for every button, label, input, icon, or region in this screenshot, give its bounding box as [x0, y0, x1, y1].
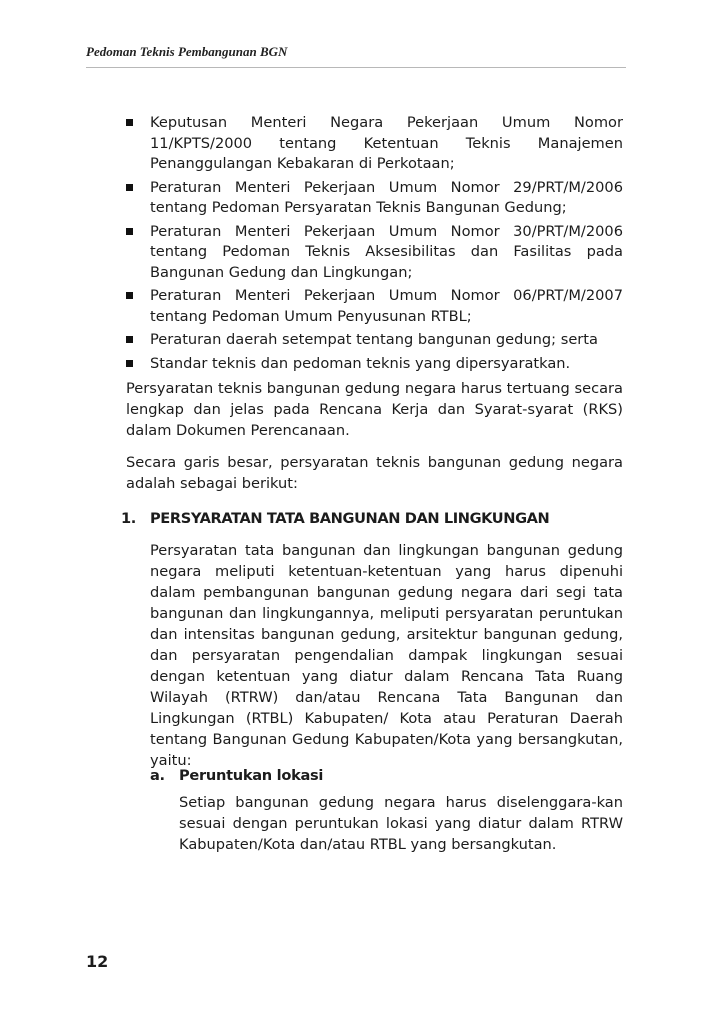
subsection-body: Setiap bangunan gedung negara harus diselenggara-kan sesuai dengan peruntukan lokasi yang diatur dalam RTRW Kabupaten/Kota dan/atau RTBL yang bersangkutan. — [179, 794, 623, 853]
subsection-letter: a. — [150, 767, 165, 784]
list-item — [126, 222, 623, 284]
square-bullet-icon — [126, 119, 133, 126]
list-item-text: Standar teknis dan pedoman teknis yang dipersyaratkan. — [150, 354, 571, 372]
header-divider — [86, 67, 626, 68]
paragraph-rks: Persyaratan teknis bangunan gedung negara harus tertuang secara lengkap dan jelas pada Rencana Kerja dan Syarat-syarat (RKS) dalam Dokumen Perencanaan. — [126, 380, 623, 439]
list-item-text: Peraturan Menteri Pekerjaan Umum Nomor 06/PRT/M/2007 tentang Pedoman Umum Penyusunan RTBL; — [150, 287, 623, 325]
list-item — [126, 286, 623, 327]
list-item-text: Keputusan Menteri Negara Pekerjaan Umum Nomor 11/KPTS/2000 tentang Ketentuan Teknis Manajemen Penanggulangan Kebakaran di Perkotaan; — [150, 114, 623, 172]
list-item — [126, 330, 623, 351]
list-item — [126, 354, 623, 375]
list-item-text: Peraturan daerah setempat tentang bangunan gedung; serta — [150, 331, 598, 348]
section-body: Persyaratan tata bangunan dan lingkungan bangunan gedung negara meliputi ketentuan-ketentuan yang harus dipenuhi dalam pembangunan bangunan gedung negara dari segi tata bangunan dan lingkungannya, meliputi persyaratan peruntukan dan intensitas bangunan gedung, arsitektur bangunan gedung, dan persyaratan pengendalian dampak lingkungan sesuai dengan ketentuan yang diatur dalam Rencana Tata Ruang Wilayah (RTRW) dan/atau Rencana Tata Bangunan dan Lingkungan (RTBL) Kabupaten/ Kota atau Peraturan Daerah tentang Bangunan Gedung Kabupaten/Kota yang bersangkutan, yaitu: — [150, 542, 623, 769]
square-bullet-icon — [126, 336, 133, 343]
running-header: Pedoman Teknis Pembangunan BGN — [86, 44, 288, 59]
square-bullet-icon — [126, 292, 133, 299]
square-bullet-icon — [126, 228, 133, 235]
page-number: 12 — [86, 952, 109, 971]
subsection-heading — [150, 767, 323, 784]
list-item-text: Peraturan Menteri Pekerjaan Umum Nomor 29/PRT/M/2006 tentang Pedoman Persyaratan Teknis Bangunan Gedung; — [150, 178, 623, 216]
list-item — [126, 178, 623, 219]
paragraph-summary: Secara garis besar, persyaratan teknis bangunan gedung negara adalah sebagai berikut: — [126, 454, 623, 492]
square-bullet-icon — [126, 360, 133, 367]
section-title: PERSYARATAN TATA BANGUNAN DAN LINGKUNGAN — [150, 510, 550, 527]
square-bullet-icon — [126, 184, 133, 191]
section-heading — [121, 510, 549, 527]
regulation-list — [126, 113, 623, 377]
section-number: 1. — [121, 510, 136, 527]
subsection-title: Peruntukan lokasi — [179, 767, 324, 784]
list-item — [126, 113, 623, 175]
list-item-text: Peraturan Menteri Pekerjaan Umum Nomor 30/PRT/M/2006 tentang Pedoman Teknis Aksesibilitas dan Fasilitas pada Bangunan Gedung dan Lingkungan; — [150, 222, 623, 281]
